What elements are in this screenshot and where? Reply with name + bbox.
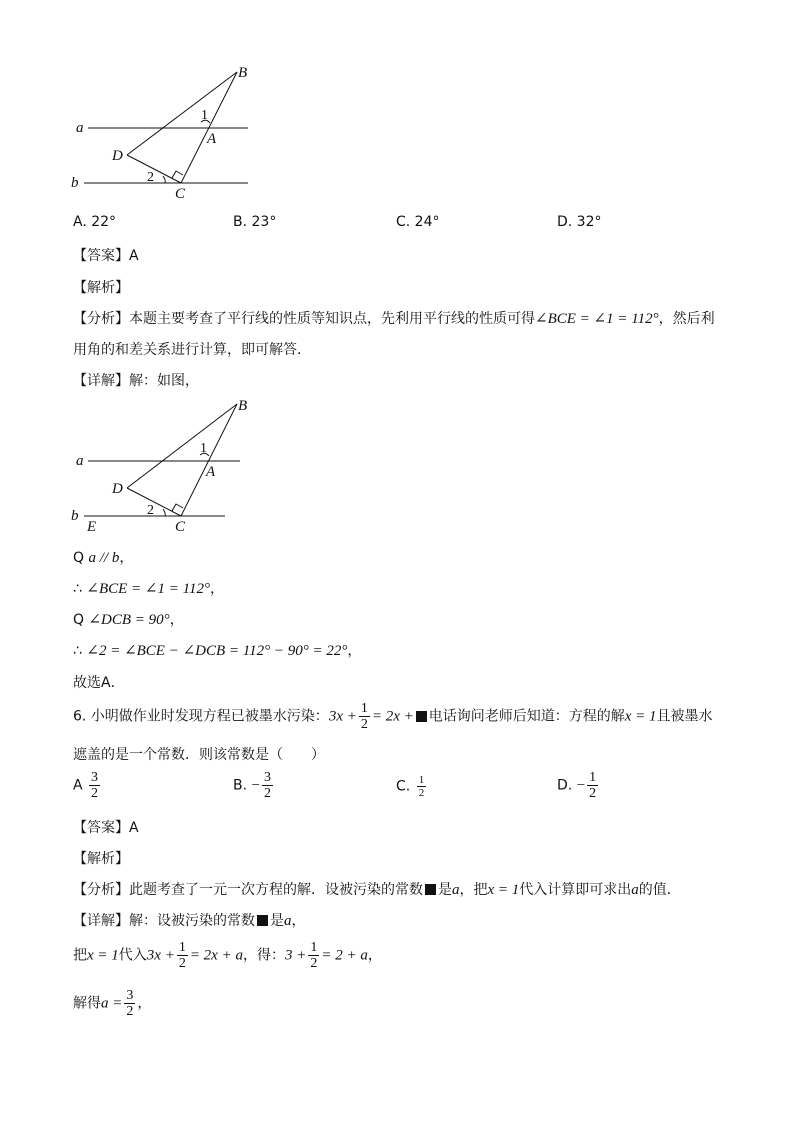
fraction-den: 2 xyxy=(310,956,318,971)
fraction xyxy=(262,770,273,801)
segment-DC xyxy=(127,155,181,183)
q6-solve-text: 解得 xyxy=(73,995,101,1012)
fraction-den: 2 xyxy=(589,786,597,801)
q6-solve-text: ， xyxy=(137,995,152,1012)
fraction-num: 1 xyxy=(418,774,425,786)
label-A: A xyxy=(207,131,217,147)
variable-a: a xyxy=(452,882,460,898)
fraction-den: 2 xyxy=(263,786,271,801)
figure-2-diagram xyxy=(60,392,260,537)
variable-a: a xyxy=(631,882,639,898)
label-D: D xyxy=(112,481,123,497)
q5-step-2 xyxy=(73,578,224,598)
fraction xyxy=(417,774,427,799)
q6-stem-text-mid: 电话询问老师后知道：方程的解 xyxy=(428,708,625,725)
step-punct: ， xyxy=(169,612,184,628)
q6-detail-text: 是 xyxy=(270,913,284,929)
q6-fenxi-text: 【分析】此题考查了一元一次方程的解．设被污染的常数 xyxy=(73,882,423,898)
q5-option-c: C. 24° xyxy=(396,214,440,230)
ink-blot-icon xyxy=(425,884,436,895)
fraction-den: 2 xyxy=(91,786,99,801)
step-punct: ， xyxy=(119,550,134,566)
step-math: ∠2 = ∠BCE − ∠DCB = 112° − 90° = 22° xyxy=(86,643,348,659)
q5-fenxi-text: 【分析】本题主要考查了平行线的性质等知识点，先利用平行线的性质可得 xyxy=(73,311,535,327)
q6-option-d xyxy=(557,770,600,801)
fraction-den: 2 xyxy=(418,787,425,799)
q6-fenxi xyxy=(73,879,681,899)
label-a: a xyxy=(76,453,84,469)
minus-sign: − xyxy=(251,777,260,794)
label-b: b xyxy=(71,508,79,524)
q6-sub-math: x = 1 xyxy=(87,947,119,964)
therefore-symbol: ∴ xyxy=(73,581,82,597)
q6-stem-text: 6. 小明做作业时发现方程已被墨水污染： xyxy=(73,708,329,725)
label-C: C xyxy=(175,186,186,202)
q6-fenxi-text: 的值． xyxy=(638,882,681,898)
q6-stem-text-end: 且被墨水 xyxy=(656,708,713,725)
label-2: 2 xyxy=(147,170,154,185)
label-C: C xyxy=(175,519,186,535)
label-B: B xyxy=(238,398,248,414)
segment-DC xyxy=(127,488,181,516)
angle-2-arc xyxy=(163,176,165,183)
figure-1-diagram xyxy=(60,60,280,205)
segment-BC xyxy=(181,404,237,516)
q6-stem-line2: 遮盖的是一个常数．则该常数是（ ） xyxy=(73,747,325,763)
fraction-num: 3 xyxy=(91,770,99,785)
q6-answer: 【答案】A xyxy=(73,820,139,836)
q5-fenxi-text-end: ，然后利 xyxy=(658,311,715,327)
q5-answer: 【答案】A xyxy=(73,248,139,264)
fraction-one-half xyxy=(177,940,188,971)
minus-sign: − xyxy=(576,777,586,794)
fraction-den: 2 xyxy=(126,1004,134,1019)
q6-substitution xyxy=(73,940,382,971)
option-label: C. xyxy=(396,778,411,795)
q6-stem-line1 xyxy=(73,701,713,732)
because-symbol: Q xyxy=(73,612,85,628)
label-A: A xyxy=(206,464,216,480)
q6-detail-text: ， xyxy=(291,913,306,929)
q5-fenxi-math: ∠BCE = ∠1 = 112° xyxy=(535,311,659,327)
option-label: D. xyxy=(557,777,573,794)
fraction xyxy=(124,988,135,1019)
therefore-symbol: ∴ xyxy=(73,643,82,659)
q6-solution-math: x = 1 xyxy=(624,708,657,725)
label-2: 2 xyxy=(147,503,154,518)
q5-analysis-title: 【解析】 xyxy=(73,280,129,296)
label-1: 1 xyxy=(200,441,207,456)
label-B: B xyxy=(238,65,248,81)
q6-eq-left: 3x + xyxy=(328,708,357,725)
angle-2-arc xyxy=(163,509,165,516)
q6-sub-eq-left: 3x + xyxy=(146,947,175,964)
q5-step-1 xyxy=(73,547,133,567)
step-math: ∠DCB = 90° xyxy=(88,612,170,628)
q6-detail xyxy=(73,910,306,930)
fraction-num: 1 xyxy=(310,940,318,955)
fraction-den: 2 xyxy=(178,956,186,971)
fraction-num: 1 xyxy=(360,701,368,716)
q5-option-d: D. 32° xyxy=(557,214,602,230)
ink-blot-icon xyxy=(257,915,268,926)
q6-sub-text: ，得： xyxy=(242,947,285,964)
q6-fenxi-math: x = 1 xyxy=(487,882,520,898)
step-math: ∠BCE = ∠1 = 112° xyxy=(86,581,210,597)
q5-step-4 xyxy=(73,640,361,660)
q6-detail-text: 【详解】解：设被污染的常数 xyxy=(73,913,255,929)
step-punct: ， xyxy=(347,643,362,659)
fraction xyxy=(587,770,598,801)
fraction-one-half xyxy=(308,940,319,971)
because-symbol: Q xyxy=(73,550,85,566)
label-a: a xyxy=(76,120,84,136)
q6-sub-result-right: = 2 + a xyxy=(321,947,368,964)
q6-solve xyxy=(73,988,151,1019)
label-1: 1 xyxy=(201,108,208,123)
q6-sub-result-left: 3 + xyxy=(284,947,307,964)
q5-conclusion: 故选A． xyxy=(73,675,125,691)
fraction-one-half xyxy=(359,701,370,732)
q6-fenxi-text: 是 xyxy=(438,882,452,898)
q6-sub-text: ， xyxy=(367,947,382,964)
q6-sub-text: 代入 xyxy=(118,947,147,964)
fraction-num: 3 xyxy=(263,770,271,785)
step-punct: ， xyxy=(209,581,224,597)
q6-sub-text: 把 xyxy=(73,947,87,964)
q5-option-a: A. 22° xyxy=(73,214,117,230)
label-D: D xyxy=(112,148,123,164)
q5-step-3 xyxy=(73,609,184,629)
q6-sub-eq-right: = 2x + a xyxy=(189,947,243,964)
step-math: a // b xyxy=(88,550,120,566)
right-angle-mark xyxy=(172,171,183,178)
q6-option-a xyxy=(73,770,102,801)
fraction-den: 2 xyxy=(360,717,368,732)
fraction-num: 1 xyxy=(589,770,597,785)
q6-eq-right: = 2x + xyxy=(371,708,414,725)
q5-fenxi-line2: 用角的和差关系进行计算，即可解答． xyxy=(73,342,311,358)
q5-fenxi-line1 xyxy=(73,308,715,328)
fraction xyxy=(89,770,100,801)
q6-option-c xyxy=(396,774,428,799)
q6-fenxi-text: 代入计算即可求出 xyxy=(519,882,632,898)
label-b: b xyxy=(71,175,79,191)
option-label: B. xyxy=(233,777,248,794)
q6-analysis-title: 【解析】 xyxy=(73,851,129,867)
q6-fenxi-text: ，把 xyxy=(459,882,488,898)
label-E: E xyxy=(87,519,97,535)
option-label: A xyxy=(73,777,83,794)
q5-detail-title: 【详解】解：如图， xyxy=(73,373,199,389)
variable-a: a xyxy=(284,913,292,929)
q6-solve-math: a = xyxy=(101,995,123,1012)
q5-option-b: B. 23° xyxy=(233,214,277,230)
segment-BD xyxy=(127,72,237,155)
q6-option-b xyxy=(233,770,275,801)
ink-blot-icon xyxy=(416,711,427,722)
fraction-num: 1 xyxy=(178,940,186,955)
right-angle-mark xyxy=(172,504,183,511)
segment-BD xyxy=(127,404,237,488)
fraction-num: 3 xyxy=(126,988,134,1003)
